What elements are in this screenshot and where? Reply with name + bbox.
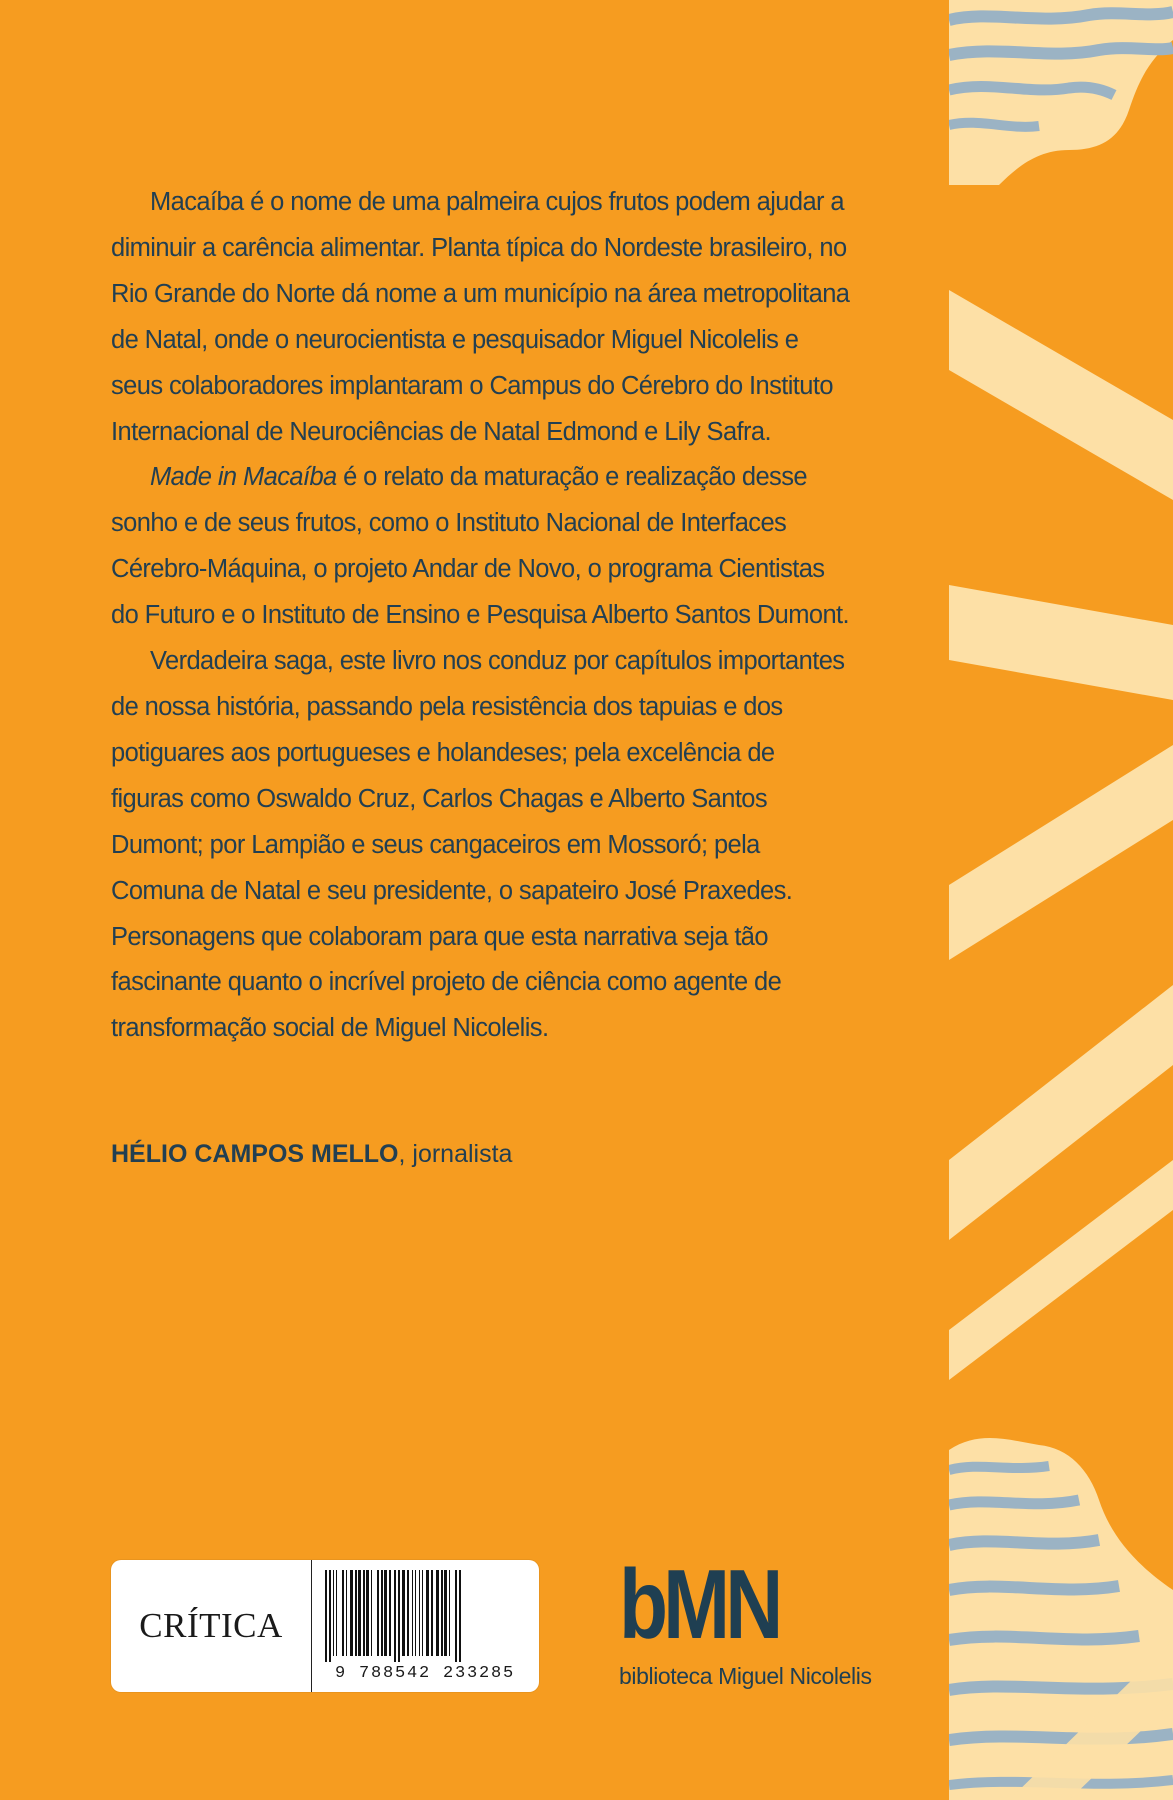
barcode-bar: [402, 1570, 405, 1656]
barcode-bar: [422, 1570, 423, 1656]
barcode-bar: [325, 1570, 327, 1662]
barcode-bar: [333, 1570, 334, 1656]
book-title: Made in Macaíba: [150, 463, 337, 492]
isbn-number: 9 788542 233285: [334, 1664, 516, 1683]
barcode-bar: [441, 1570, 443, 1656]
barcode-bar: [358, 1570, 361, 1656]
barcode-bar: [398, 1570, 400, 1662]
blurb-paragraph-2-text: é o relato da maturação e realização desse sonho e de seus frutos, como o Instituto Nacional de Interfaces Cérebro-Máquina, o projeto Andar de Novo, o programa Cientistas do Futuro e o Instituto de Ensino e Pesquisa Alberto Santos Dumont.: [111, 463, 850, 630]
barcode-bar: [363, 1570, 365, 1656]
barcode-bar: [371, 1570, 372, 1656]
series-logo-name: biblioteca Miguel Nicolelis: [619, 1663, 872, 1689]
author-role: , jornalista: [398, 1140, 513, 1168]
barcode-bar: [419, 1570, 420, 1656]
barcode-bar: [436, 1570, 439, 1656]
barcode-bar: [455, 1570, 457, 1662]
publisher-logo: CRÍTICA: [139, 1606, 283, 1645]
barcode-bar: [449, 1570, 450, 1656]
blurb-paragraph-2: [111, 455, 851, 639]
barcode-bar: [431, 1570, 433, 1656]
barcode-bar: [350, 1570, 353, 1656]
barcode-bar: [329, 1570, 331, 1662]
barcode-bar: [346, 1570, 347, 1656]
barcode-bar: [389, 1570, 391, 1656]
barcode-bar: [444, 1570, 447, 1656]
barcode-icon: [323, 1570, 529, 1662]
barcode-bar: [415, 1570, 416, 1656]
barcode-bar: [412, 1570, 413, 1656]
barcode-bar: [377, 1570, 379, 1656]
barcode-bar: [381, 1570, 383, 1656]
blurb-text: [111, 180, 851, 1052]
barcode-bar: [426, 1570, 429, 1656]
barcode-bar: [336, 1570, 337, 1656]
barcode-bar: [384, 1570, 387, 1656]
barcode-bar: [366, 1570, 369, 1656]
barcode-bar: [355, 1570, 357, 1656]
barcode-panel: [111, 1560, 539, 1692]
blurb-paragraph-1: Macaíba é o nome de uma palmeira cujos frutos podem ajudar a diminuir a carência alimentar. Planta típica do Nordeste brasileiro, no Rio Grande do Norte dá nome a um município na área metropolitana de Natal, onde o neurocientista e pesquisador Miguel Nicolelis e seus colaboradores implantaram o Campus do Cérebro do Instituto Internacional de Neurociências de Natal Edmond e Lily Safra.: [111, 188, 850, 446]
barcode-bar: [394, 1570, 396, 1662]
barcode-bar: [407, 1570, 409, 1656]
barcode-divider: [311, 1560, 312, 1692]
decorative-stripes-illustration: [949, 0, 1173, 1800]
barcode-bar: [459, 1570, 461, 1662]
barcode-bar: [342, 1570, 344, 1656]
author-name: HÉLIO CAMPOS MELLO: [111, 1140, 399, 1168]
blurb-paragraph-3: Verdadeira saga, este livro nos conduz por capítulos importantes de nossa história, passando pela resistência dos tapuias e dos potiguares aos portugueses e holandeses; pela excelência de figuras como Oswaldo Cruz, Carlos Chagas e Alberto Santos Dumont; por Lampião e seus cangaceiros em Mossoró; pela Comuna de Natal e seu presidente, o sapateiro José Praxedes. Personagens que colaboram para que esta narrativa seja tão fascinante quanto o incrível projeto de ciência como agente de transformação social de Miguel Nicolelis.: [111, 647, 845, 1043]
series-logo-mark: bMN: [619, 1549, 779, 1659]
author-credit: [111, 1140, 512, 1169]
